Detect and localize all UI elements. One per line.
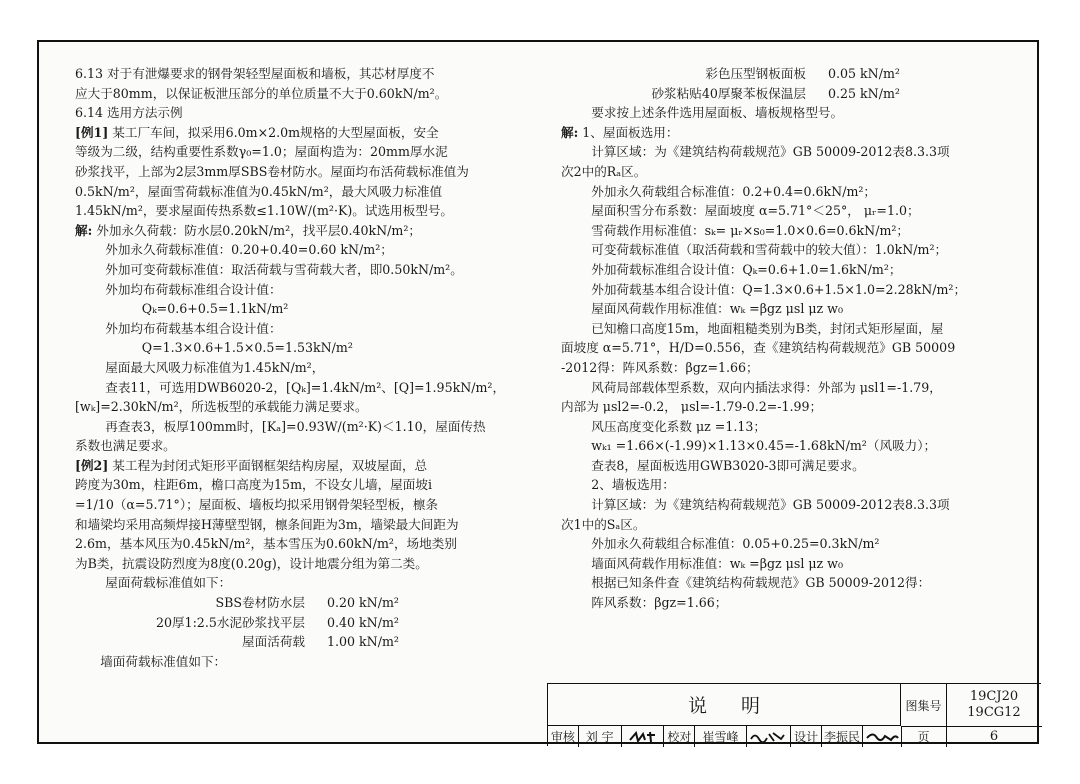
review-label: 审核: [548, 726, 579, 747]
text-line: 系数也满足要求。: [75, 438, 176, 454]
left-column: [75, 64, 549, 671]
sheet-title: 说明: [548, 684, 901, 726]
text-line: 已知檐口高度15m，地面粗糙类别为B类，封闭式矩形屋面，屋: [591, 320, 944, 336]
text-line: 再查表3，板厚100mm时，[Kₐ]=0.93W/(m²·K)＜1.10，屋面传热: [105, 418, 486, 434]
solution-line: [75, 221, 549, 241]
text-line: 计算区域：为《建筑结构荷载规范》GB 50009-2012表8.3.3项: [591, 144, 950, 160]
text-line: [wₖ]=2.30kN/m²，所选板型的承载能力满足要求。: [75, 399, 368, 415]
example-1-heading: [75, 123, 549, 143]
text-line: 风荷局部载体型系数，双向内插法求得：外部为 μsl1=-1.79，: [591, 379, 942, 395]
load-name: 砂浆粘贴40厚聚苯板保温层: [651, 85, 806, 101]
text-line: 外加永久荷载组合标准值：0.2+0.4=0.6kN/m²；: [591, 183, 877, 199]
load-value: 0.20 kN/m²: [327, 595, 399, 611]
text-line: 外加荷载标准组合设计值：Qₖ=0.6+1.0=1.6kN/m²；: [591, 261, 902, 277]
text-line: 屋面荷载标准值如下：: [105, 575, 232, 591]
signature-row: [548, 726, 902, 747]
load-value: 0.40 kN/m²: [327, 614, 399, 630]
text-line: 次2中的Rₐ区。: [561, 163, 647, 179]
text-line: 计算区域：为《建筑结构荷载规范》GB 50009-2012表8.3.3项: [591, 497, 950, 513]
atlas-number-1: 19CJ20: [969, 689, 1019, 704]
text-line: 等级为二级，结构重要性系数γ₀=1.0；屋面构造为：20mm厚水泥: [75, 144, 448, 160]
title-block: [547, 683, 1041, 746]
text-line: 外加永久荷载组合标准值：0.05+0.25=0.3kN/m²: [591, 536, 880, 552]
text-line: 屋面最大风吸力标准值为1.45kN/m²，: [105, 359, 325, 375]
text-line: 跨度为30m，柱距6m，檐口高度为15m，不设女儿墙，屋面坡i: [75, 477, 432, 493]
text-line: 0.5kN/m²，屋面雪荷载标准值为0.45kN/m²，最大风吸力标准值: [75, 183, 443, 199]
load-value: 0.25 kN/m²: [828, 85, 900, 101]
text-line: 1.45kN/m²，要求屋面传热系数≤1.10W/(m²·K)。试选用板型号。: [75, 203, 454, 219]
text-line: 外加荷载基本组合设计值：Q=1.3×0.6+1.5×1.0=2.28kN/m²；: [591, 281, 967, 297]
roof-load-row: [75, 613, 549, 633]
design-label: 设计: [791, 726, 822, 747]
example-tag: [例1]: [75, 124, 109, 140]
formula: Qₖ=0.6+0.5=1.1kN/m²: [141, 301, 289, 317]
text-line: 外加永久荷载标准值：0.20+0.40=0.60 kN/m²；: [105, 242, 393, 258]
text-line: 查表8，屋面板选用GWB3020-3即可满足要求。: [591, 457, 865, 473]
right-column: [561, 64, 1025, 613]
section-heading: 6.14 选用方法示例: [75, 105, 183, 121]
load-name: 20厚1:2.5水泥砂浆找平层: [155, 614, 305, 630]
text-line: 根据已知条件查《建筑结构荷载规范》GB 50009-2012得：: [591, 575, 931, 591]
text-line: 2.6m，基本风压为0.45kN/m²，基本雪压为0.60kN/m²，场地类别: [75, 536, 457, 552]
text-line: 墙面荷载标准值如下：: [100, 653, 227, 669]
design-name: 李振民: [822, 726, 863, 747]
text-line: 阵风系数：βgz=1.66；: [591, 595, 728, 611]
text-line: 外加均布荷载基本组合设计值：: [105, 320, 282, 336]
review-name: 刘 宇: [579, 726, 622, 747]
check-name: 崔雪峰: [695, 726, 746, 747]
load-name: 屋面活荷载: [242, 634, 305, 650]
text-line: 内部为 μsl2=-0.2， μsl=-1.79-0.2=-1.99；: [561, 399, 823, 415]
text-line: 外加永久荷载：防水层0.20kN/m²，找平层0.40kN/m²；: [92, 222, 422, 238]
wall-load-row: [561, 84, 1025, 104]
load-value: 1.00 kN/m²: [327, 634, 399, 650]
text-line: 雪荷载作用标准值：sₖ= μᵣ×s₀=1.0×0.6=0.6kN/m²；: [591, 222, 910, 238]
text-line: 和墙梁均采用高频焊接H薄壁型钢，檩条间距为3m，墙梁最大间距为: [75, 516, 459, 532]
roof-load-row: [75, 593, 549, 613]
load-name: 彩色压型钢板面板: [705, 66, 806, 81]
text-line: 要求按上述条件选用屋面板、墙板规格型号。: [591, 105, 844, 121]
page-number: 6: [989, 729, 999, 744]
example-tag: [例2]: [75, 457, 109, 473]
roof-load-row: [75, 632, 549, 652]
text-line: 砂浆找平，上部为2层3mm厚SBS卷材防水。屋面均布活荷载标准值为: [75, 163, 469, 179]
solution-tag: 解:: [561, 124, 579, 140]
text-line: 墙面风荷载作用标准值：wₖ =βgz μsl μz w₀: [591, 555, 844, 571]
text-line: 面坡度 α=5.71°，H/D=0.556，查《建筑结构荷载规范》GB 50009: [561, 340, 956, 356]
example-2-heading: [75, 456, 549, 476]
wall-load-row: [561, 64, 1025, 84]
text-line: =1/10（α=5.71°）；屋面板、墙板均拟采用钢骨架轻型板，檩条: [75, 497, 438, 513]
check-signature: [747, 726, 792, 747]
text-line: 风压高度变化系数 μz =1.13；: [591, 418, 766, 434]
text-line: 可变荷载标准值（取活荷载和雪荷载中的较大值）：1.0kN/m²；: [591, 242, 948, 258]
text-line: 某工程为封闭式矩形平面钢框架结构房屋，双坡屋面，总: [108, 457, 428, 473]
atlas-number: [946, 684, 1042, 727]
atlas-number-label: 图集号: [901, 684, 947, 727]
text-line: 屋面积雪分布系数：屋面坡度 α=5.71°＜25°， μᵣ=1.0；: [591, 203, 920, 219]
text-line: 外加可变荷载标准值：取活荷载与雪荷载大者，即0.50kN/m²。: [105, 261, 463, 277]
text-line: 6.13 对于有泄爆要求的钢骨架轻型屋面板和墙板，其芯材厚度不: [75, 66, 435, 81]
text-line: wₖ₁ =1.66×(-1.99)×1.13×0.45=-1.68kN/m²（风吸力）；: [591, 438, 937, 454]
text-line: 1、屋面板选用：: [578, 124, 679, 140]
text-line: 应大于80mm，以保证板泄压部分的单位质量不大于0.60kN/m²。: [75, 85, 448, 101]
check-label: 校对: [664, 726, 695, 747]
text-line: 为B类，抗震设防烈度为8度(0.20g)，设计地震分组为第二类。: [75, 555, 428, 571]
solution-tag: 解:: [75, 222, 93, 238]
text-line: 查表11，可选用DWB6020-2，[Qₖ]=1.4kN/m²、[Q]=1.95kN/m²，: [105, 379, 506, 395]
load-value: 0.05 kN/m²: [828, 66, 900, 81]
text-line: 次1中的Sₐ区。: [561, 516, 646, 532]
page-label: 页: [901, 726, 947, 747]
text-line: 屋面风荷载作用标准值：wₖ =βgz μsl μz w₀: [591, 301, 844, 317]
formula: Q=1.3×0.6+1.5×0.5=1.53kN/m²: [141, 340, 353, 356]
solution-line: [561, 123, 1025, 143]
text-line: 2、墙板选用：: [591, 477, 675, 493]
text-line: 某工厂车间，拟采用6.0m×2.0m规格的大型屋面板，安全: [108, 124, 439, 140]
review-signature: [622, 726, 665, 747]
text-line: -2012得：阵风系数：βgz=1.66；: [561, 359, 759, 375]
load-name: SBS卷材防水层: [215, 595, 305, 611]
text-line: 外加均布荷载标准组合设计值：: [105, 281, 282, 297]
design-signature: [863, 730, 901, 744]
atlas-number-2: 19CG12: [967, 705, 1021, 720]
drawing-sheet: [37, 40, 1039, 744]
